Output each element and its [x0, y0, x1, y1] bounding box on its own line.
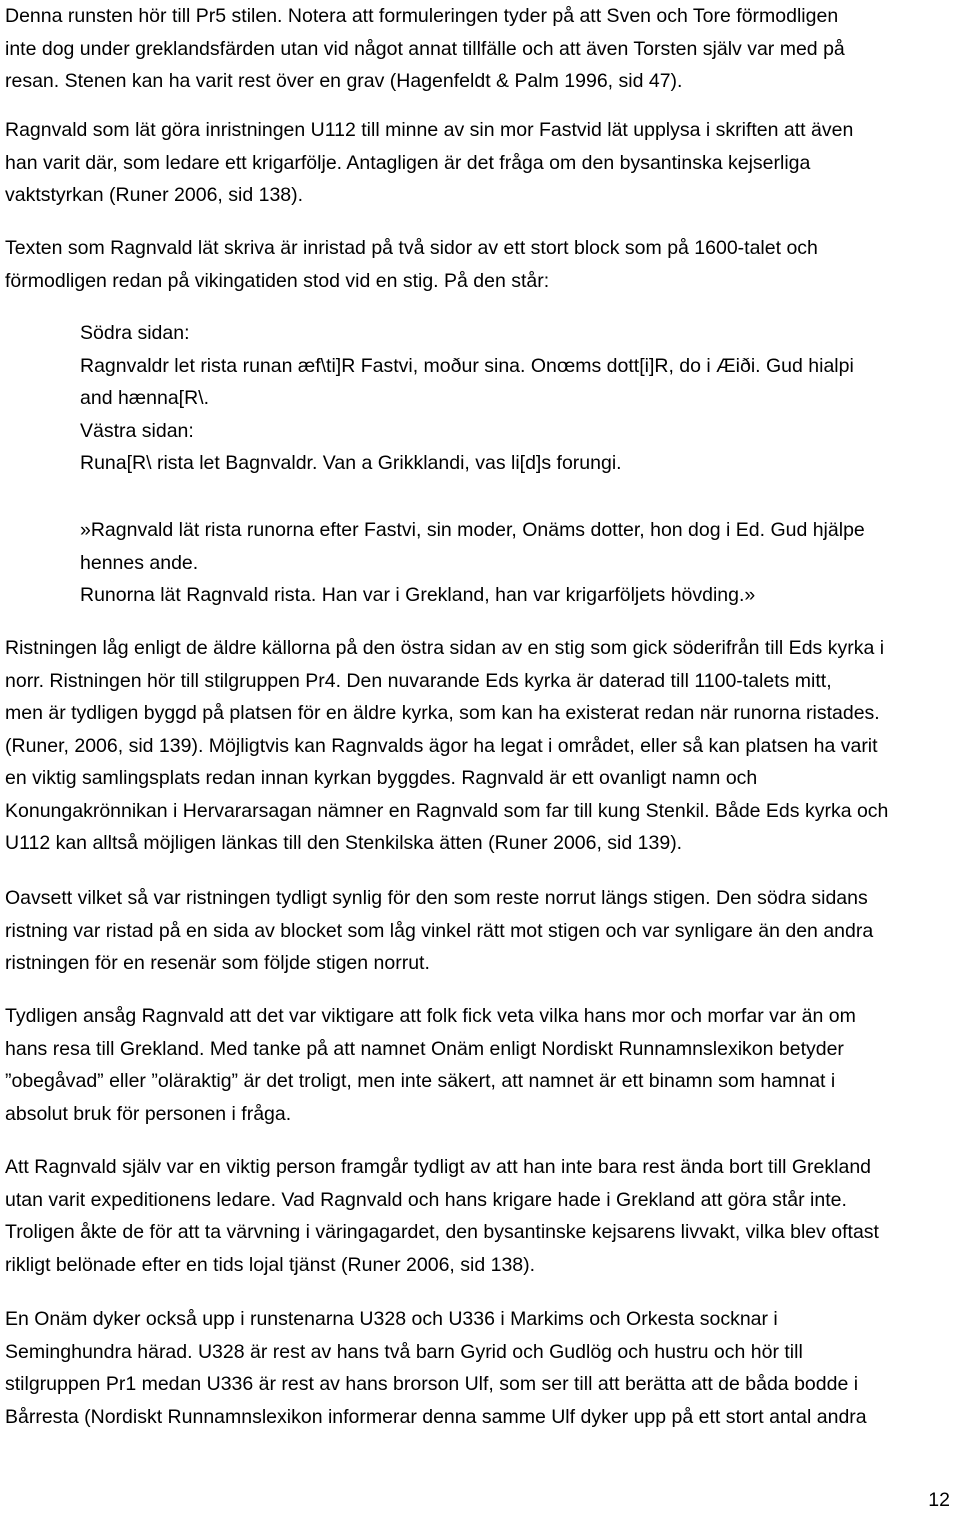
- text-line: en viktig samlingsplats redan innan kyrkan byggdes. Ragnvald är ett ovanligt namn och: [5, 767, 758, 789]
- text-line: inte dog under greklandsfärden utan vid något annat tillfälle och att även Torsten själv var med på: [5, 37, 845, 60]
- text-line: utan varit expeditionens ledare. Vad Ragnvald och hans krigare hade i Grekland att göra står inte.: [5, 1188, 847, 1211]
- text-line: »Ragnvald lät rista runorna efter Fastvi, sin moder, Onäms dotter, hon dog i Ed. Gud hjälpe: [80, 519, 865, 541]
- text-line: hans resa till Grekland. Med tanke på att namnet Onäm enligt Nordiskt Runnamnslexikon betyder: [5, 1037, 844, 1060]
- paragraph-location: [5, 632, 955, 860]
- text-line: norr. Ristningen hör till stilgruppen Pr4. Den nuvarande Eds kyrka är daterad till 1100-talets mitt,: [5, 669, 832, 692]
- text-line: Texten som Ragnvald lät skriva är inristad på två sidor av ett stort block som på 1600-talet och: [5, 237, 818, 259]
- text-line: Ristningen låg enligt de äldre källorna på den östra sidan av en stig som gick söderifrån till Eds kyrka i: [5, 637, 885, 659]
- page-number: 12: [928, 1489, 950, 1511]
- text-line: Troligen åkte de för att ta värvning i väringagardet, den bysantinske kejsarens livvakt, vilka blev oftast: [5, 1221, 879, 1243]
- paragraph-expedition: [5, 1151, 955, 1281]
- text-line: Bårresta (Nordiskt Runnamnslexikon informerar denna samme Ulf dyker upp på ett stort antal andra: [5, 1405, 867, 1428]
- text-line: rikligt belönade efter en tids lojal tjänst (Runer 2006, sid 138).: [5, 1253, 536, 1276]
- text-line: Att Ragnvald själv var en viktig person framgår tydligt av att han inte bara rest ända bort till Grekland: [5, 1156, 872, 1178]
- inscription-transliteration: [5, 317, 960, 480]
- text-line: En Onäm dyker också upp i runstenarna U328 och U336 i Markims och Orkesta socknar i: [5, 1308, 778, 1330]
- text-line: hennes ande.: [80, 551, 199, 574]
- text-line: absolut bruk för personen i fråga.: [5, 1102, 292, 1125]
- paragraph-intro: [5, 0, 955, 98]
- text-line: Ragnvald som lät göra inristningen U112 till minne av sin mor Fastvid lät upplysa i skriften att även: [5, 119, 854, 141]
- text-line: and hænna[R\.: [80, 387, 210, 409]
- text-line: U112 kan alltså möjligen länkas till den Stenkilska ätten (Runer 2006, sid 139).: [5, 832, 683, 854]
- paragraph-visibility: [5, 882, 955, 980]
- text-line: Västra sidan:: [80, 419, 194, 442]
- paragraph-name-onam: [5, 1000, 955, 1130]
- text-line: (Runer, 2006, sid 139). Möjligtvis kan Ragnvalds ägor ha legat i området, eller så kan platsen ha varit: [5, 734, 878, 757]
- text-line: stilgruppen Pr1 medan U336 är rest av hans brorson Ulf, som ser till att berätta att de båda bodde i: [5, 1373, 859, 1395]
- text-line: resan. Stenen kan ha varit rest över en grav (Hagenfeldt & Palm 1996, sid 47).: [5, 70, 683, 92]
- text-line: ”obegåvad” eller ”oläraktig” är det troligt, men inte säkert, att namnet är ett binamn som hamnat i: [5, 1070, 836, 1092]
- paragraph-text-sides: [5, 232, 955, 297]
- text-line: Seminghundra härad. U328 är rest av hans två barn Gyrid och Gudlög och hustru och hör till: [5, 1340, 803, 1363]
- text-line: han varit där, som ledare ett krigarfölje. Antagligen är det fråga om den bysantinska kejserliga: [5, 151, 811, 174]
- text-line: Oavsett vilket så var ristningen tydligt synlig för den som reste norrut längs stigen. Den södra sidans: [5, 887, 868, 909]
- text-line: men är tydligen byggd på platsen för en äldre kyrka, som kan ha existerat redan när runorna ristades.: [5, 702, 880, 724]
- text-line: Tydligen ansåg Ragnvald att det var viktigare att folk fick veta vilka hans mor och morfar var än om: [5, 1005, 856, 1027]
- text-line: ristningen för en resenär som följde stigen norrut.: [5, 952, 430, 974]
- text-line: Runorna lät Ragnvald rista. Han var i Grekland, han var krigarföljets hövding.»: [80, 584, 756, 606]
- inscription-translation: [5, 514, 960, 612]
- paragraph-other-stones: [5, 1303, 955, 1433]
- text-line: Södra sidan:: [80, 322, 190, 344]
- text-line: ristning var ristad på en sida av blocket som låg vinkel rätt mot stigen och var synligare än den andra: [5, 919, 874, 942]
- text-line: vaktstyrkan (Runer 2006, sid 138).: [5, 184, 304, 206]
- text-line: Runa[R\ rista let Bagnvaldr. Van a Grikklandi, vas li[d]s forungi.: [80, 452, 622, 474]
- text-line: Ragnvaldr let rista runan æf\ti]R Fastvi, moður sina. Onœms dott[i]R, do i Æiði. Gud hialpi: [80, 354, 854, 377]
- text-line: förmodligen redan på vikingatiden stod vid en stig. På den står:: [5, 269, 550, 292]
- text-line: Konungakrönnikan i Hervararsagan nämner en Ragnvald som far till kung Stenkil. Både Eds kyrka och: [5, 799, 889, 822]
- paragraph-ragnvald: [5, 114, 955, 212]
- text-line: Denna runsten hör till Pr5 stilen. Notera att formuleringen tyder på att Sven och Tore förmodligen: [5, 5, 839, 27]
